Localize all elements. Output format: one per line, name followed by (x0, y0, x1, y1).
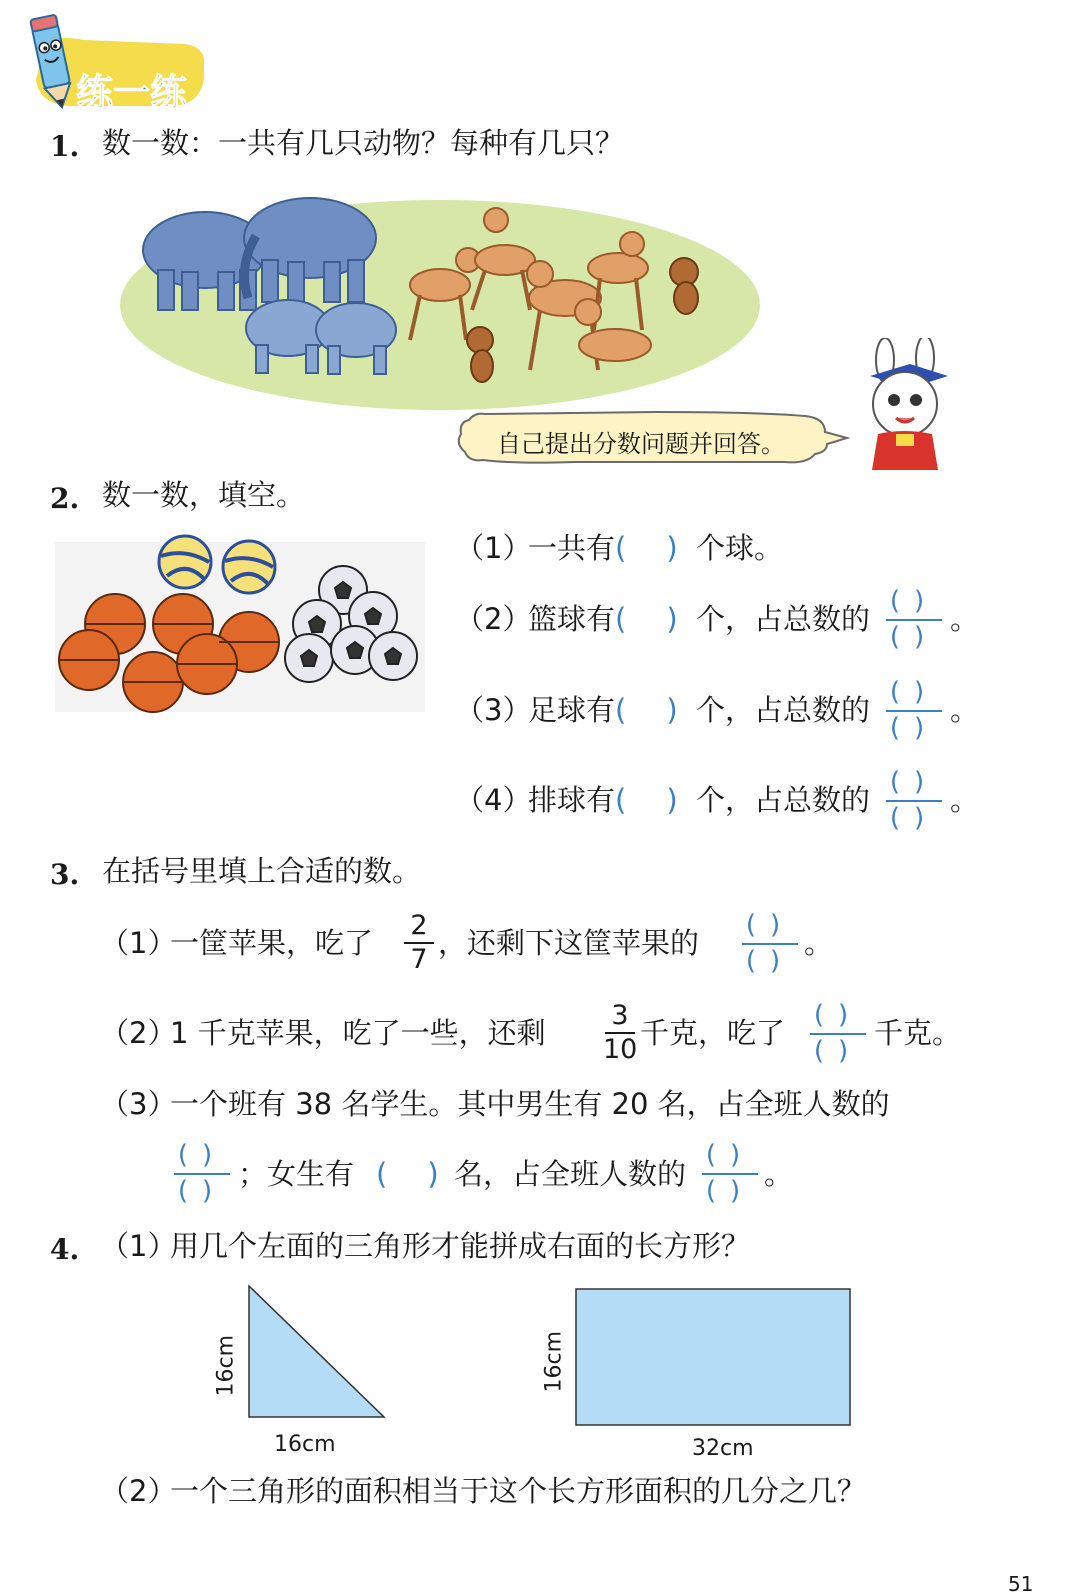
q3-sub-label: （1） (100, 926, 177, 960)
q1-text: 数一数：一共有几只动物？每种有几只？ (102, 126, 625, 160)
answer-blank[interactable]: () (615, 693, 718, 727)
fraction-blank[interactable]: () () (806, 1002, 870, 1066)
rabbit-mascot (850, 338, 960, 478)
given-fraction: 3 10 (603, 1000, 638, 1065)
q2-item-text: 个，占总数的 (696, 602, 871, 636)
q1-number: 1. (50, 130, 80, 163)
answer-blank[interactable]: () (615, 531, 718, 565)
speech-bubble (455, 408, 850, 466)
q4-sub-text: 一个三角形的面积相当于这个长方形面积的几分之几？ (170, 1474, 867, 1508)
q2-number: 2. (50, 482, 80, 515)
period: 。 (950, 602, 980, 636)
q3-sub-text: 千克，吃了 (640, 1016, 786, 1050)
given-fraction: 2 7 (402, 912, 436, 974)
q2-item-label: （1） (455, 531, 532, 565)
triangle-figure (200, 1282, 400, 1462)
q2-item-text: 个，占总数的 (696, 693, 871, 727)
q3-text: 在括号里填上合适的数。 (102, 854, 422, 888)
triangle-side-label: 16cm (213, 1334, 239, 1397)
period: 。 (764, 1157, 794, 1191)
balls-illustration (55, 532, 425, 717)
q2-item-text: 个球。 (696, 531, 784, 565)
rabbit-icon (850, 338, 960, 478)
q3-sub-text: ；女生有 (238, 1157, 355, 1191)
fraction-blank[interactable]: () () (882, 769, 946, 833)
q2-item-text: 一共有 (528, 531, 616, 565)
q2-text: 数一数，填空。 (102, 478, 306, 512)
q4-sub-label: （2） (100, 1474, 177, 1508)
animals-illustration (110, 180, 790, 430)
q2-item-label: （3） (455, 693, 532, 727)
answer-blank[interactable]: () (376, 1157, 479, 1191)
q4-sub-text: 用几个左面的三角形才能拼成右面的长方形？ (170, 1229, 751, 1263)
q2-item-text: 篮球有 (528, 602, 616, 636)
q4-number: 4. (50, 1233, 80, 1266)
period: 。 (804, 926, 834, 960)
header-badge (14, 10, 204, 114)
q2-item-text: 足球有 (528, 693, 616, 727)
q2-item-label: （2） (455, 602, 532, 636)
q3-sub-text: 千克。 (874, 1016, 962, 1050)
triangle-base-label: 16cm (274, 1432, 336, 1457)
q3-sub-text: ，还剩下这筐苹果的 (438, 926, 700, 960)
period: 。 (950, 783, 980, 817)
q3-sub-text: 名，占全班人数的 (454, 1157, 687, 1191)
q4-sub-label: （1） (100, 1229, 177, 1263)
q3-number: 3. (50, 858, 80, 891)
answer-blank[interactable]: () (615, 602, 718, 636)
answer-blank[interactable]: () (615, 783, 718, 817)
page-number: 51 (1008, 1572, 1034, 1596)
q3-sub-text: 一个班有 38 名学生。其中男生有 20 名，占全班人数的 (170, 1087, 890, 1121)
fraction-blank[interactable]: () () (698, 1142, 762, 1206)
speech-text: 自己提出分数问题并回答。 (497, 430, 785, 458)
q3-sub-text: 1 千克苹果，吃了一些，还剩 (170, 1016, 546, 1050)
q3-sub-label: （2） (100, 1016, 177, 1050)
q2-item-text: 个，占总数的 (696, 783, 871, 817)
rectangle-figure (530, 1286, 860, 1466)
fraction-blank[interactable]: () () (738, 912, 802, 976)
q2-item-text: 排球有 (528, 783, 616, 817)
rectangle-side-label: 16cm (541, 1330, 567, 1393)
fraction-blank[interactable]: () () (882, 588, 946, 652)
q3-sub-text: 一筐苹果，吃了 (170, 926, 374, 960)
fraction-blank[interactable]: () () (882, 679, 946, 743)
page-title: 练一练 (76, 71, 187, 114)
q3-sub-label: （3） (100, 1087, 177, 1121)
period: 。 (950, 693, 980, 727)
q2-item-label: （4） (455, 783, 532, 817)
fraction-blank[interactable]: () () (170, 1142, 234, 1206)
rectangle-base-label: 32cm (692, 1436, 754, 1461)
